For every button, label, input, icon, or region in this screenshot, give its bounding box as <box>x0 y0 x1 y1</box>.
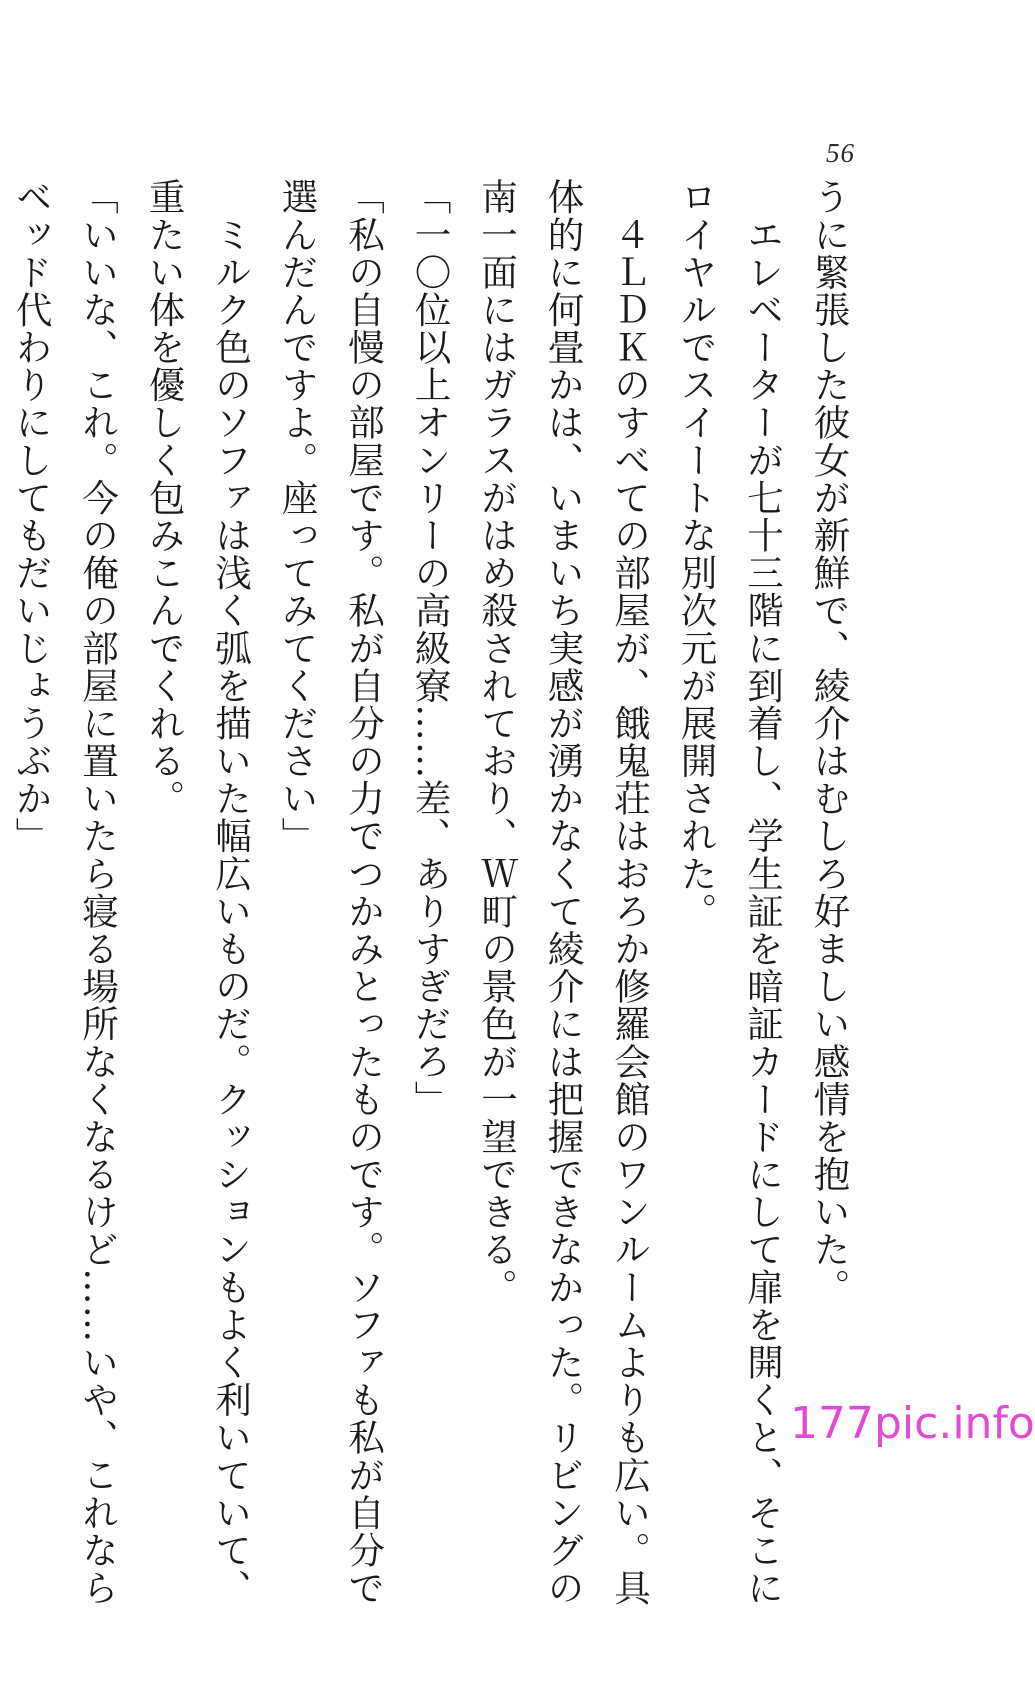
text-line-10: ミルク色のソファは浅く弧を描いた幅広いものだ。クッションもよく利いていて、 <box>209 178 253 1607</box>
text-line-6: 南一面にはガラスがはめ殺されており、Ｗ町の景色が一望できる。 <box>475 178 519 1306</box>
text-line-11: 重たい体を優しく包みこんでくれる。 <box>143 178 186 818</box>
text-line-9: 選んだんですよ。座ってみてください」 <box>276 178 319 855</box>
text-line-12: 「いいな、これ。今の俺の部屋に置いたら寝る場所なくなるけど……いや、これなら <box>76 178 120 1607</box>
text-line-7: 「一〇位以上オンリーの高級寮……差、ありすぎだろ」 <box>409 178 452 1118</box>
watermark: 177pic.info <box>790 1398 1035 1449</box>
text-line-4: ４ＬＤＫのすべての部屋が、餓鬼荘はおろか修羅会館のワンルームよりも広い。具 <box>608 178 652 1607</box>
text-line-5: 体的に何畳かは、いまいち実感が湧かなくて綾介には把握できなかった。リビングの <box>542 178 585 1607</box>
page-number: 56 <box>826 138 855 168</box>
text-line-1: うに緊張した彼女が新鮮で、綾介はむしろ好ましい感情を抱いた。 <box>808 178 851 1306</box>
text-line-2: エレベーターが七十三階に到着し、学生証を暗証カードにして扉を開くと、そこに <box>741 178 785 1607</box>
text-line-3: ロイヤルでスイートな別次元が展開された。 <box>675 178 718 930</box>
vertical-text-body <box>0 178 862 1607</box>
text-line-8: 「私の自慢の部屋です。私が自分の力でつかみとったものです。ソファも私が自分で <box>342 178 386 1607</box>
text-line-13: ベッド代わりにしてもだいじょうぶか」 <box>10 178 53 855</box>
